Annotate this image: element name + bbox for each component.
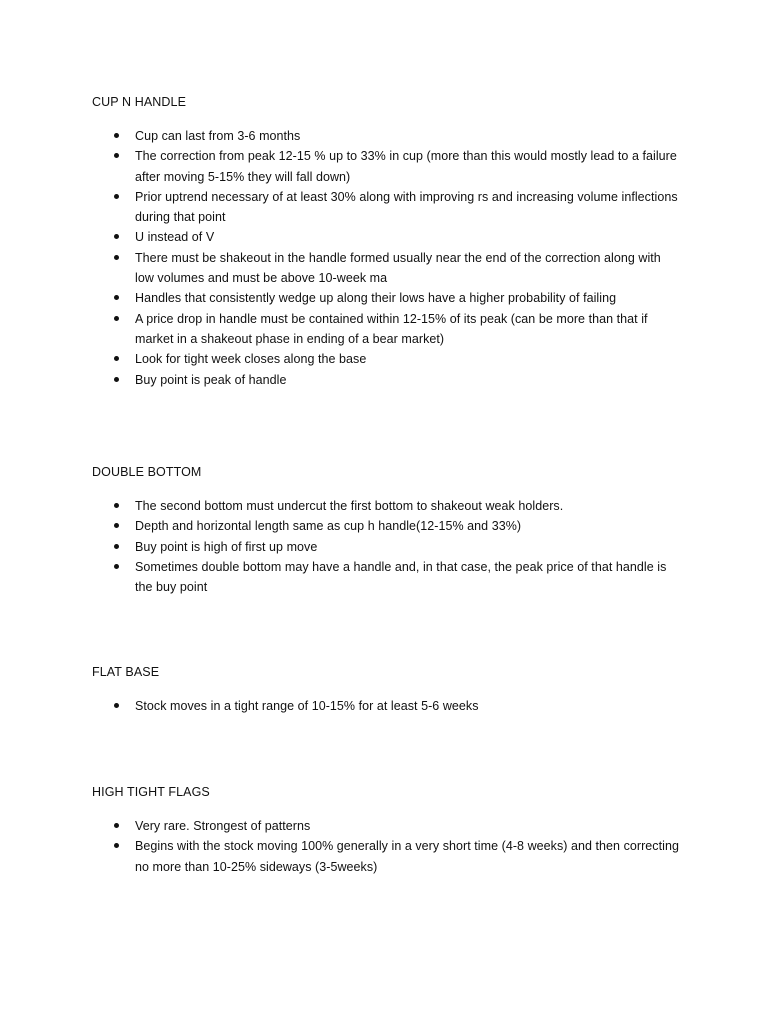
bullet-icon — [114, 133, 119, 138]
list-item — [92, 187, 682, 228]
list-item-text: The correction from peak 12-15 % up to 33% in cup (more than this would mostly lead to a failure after moving 5-15% they will fall down) — [135, 149, 677, 184]
section-cup-n-handle — [92, 94, 682, 390]
list-item-text: Buy point is high of first up move — [135, 539, 318, 554]
list-item-text: The second bottom must undercut the first bottom to shakeout weak holders. — [135, 499, 564, 513]
list-item — [92, 309, 682, 350]
list-item — [92, 227, 682, 247]
list-item-text: There must be shakeout in the handle formed usually near the end of the correction along with low volumes and must be above 10-week ma — [135, 250, 661, 286]
bullet-icon — [114, 523, 119, 528]
section-high-tight-flags — [92, 784, 682, 877]
list-item — [92, 537, 682, 557]
bullet-icon — [114, 503, 119, 508]
list-item-text: U instead of V — [135, 230, 215, 245]
list-item — [92, 349, 682, 369]
section-heading: HIGH TIGHT FLAGS — [92, 785, 210, 799]
bullet-icon — [114, 255, 119, 260]
list-item-text: Begins with the stock moving 100% generally in a very short time (4-8 weeks) and then correcting no more than 10-25% sideways (3-5weeks) — [135, 839, 679, 874]
list-item — [92, 248, 682, 289]
section-double-bottom — [92, 464, 682, 597]
section-heading: FLAT BASE — [92, 665, 160, 679]
bullet-icon — [114, 356, 119, 361]
bullet-list — [92, 496, 682, 597]
bullet-list — [92, 816, 682, 877]
list-item-text: Buy point is peak of handle — [135, 372, 287, 387]
list-item-text: Cup can last from 3-6 months — [135, 129, 301, 143]
bullet-icon — [114, 703, 119, 708]
list-item — [92, 557, 682, 598]
list-item-text: A price drop in handle must be contained within 12-15% of its peak (can be more than that if market in a shakeout phase in ending of a bear market) — [135, 311, 648, 346]
bullet-list — [92, 696, 682, 716]
section-heading: DOUBLE BOTTOM — [92, 465, 202, 479]
list-item — [92, 816, 682, 836]
section-flat-base — [92, 664, 682, 716]
list-item — [92, 836, 682, 877]
list-item — [92, 288, 682, 308]
bullet-icon — [114, 843, 119, 848]
list-item-text: Look for tight week closes along the base — [135, 352, 367, 367]
list-item — [92, 496, 682, 516]
list-item-text: Very rare. Strongest of patterns — [135, 819, 311, 833]
list-item-text: Depth and horizontal length same as cup h handle(12-15% and 33%) — [135, 519, 522, 534]
bullet-icon — [114, 377, 119, 382]
bullet-icon — [114, 153, 119, 158]
list-item — [92, 126, 682, 146]
bullet-list — [92, 126, 682, 390]
list-item-text: Sometimes double bottom may have a handle and, in that case, the peak price of that handle is the buy point — [135, 559, 667, 595]
list-item-text: Stock moves in a tight range of 10-15% for at least 5-6 weeks — [135, 699, 479, 713]
list-item — [92, 516, 682, 536]
bullet-icon — [114, 823, 119, 828]
bullet-icon — [114, 194, 119, 199]
list-item — [92, 696, 682, 716]
bullet-icon — [114, 295, 119, 300]
list-item — [92, 370, 682, 390]
section-heading: CUP N HANDLE — [92, 95, 187, 109]
bullet-icon — [114, 564, 119, 569]
list-item-text: Prior uptrend necessary of at least 30% along with improving rs and increasing volume inflections during that point — [135, 189, 678, 225]
list-item-text: Handles that consistently wedge up along their lows have a higher probability of failing — [135, 291, 617, 306]
bullet-icon — [114, 544, 119, 549]
bullet-icon — [114, 316, 119, 321]
list-item — [92, 146, 682, 187]
bullet-icon — [114, 234, 119, 239]
